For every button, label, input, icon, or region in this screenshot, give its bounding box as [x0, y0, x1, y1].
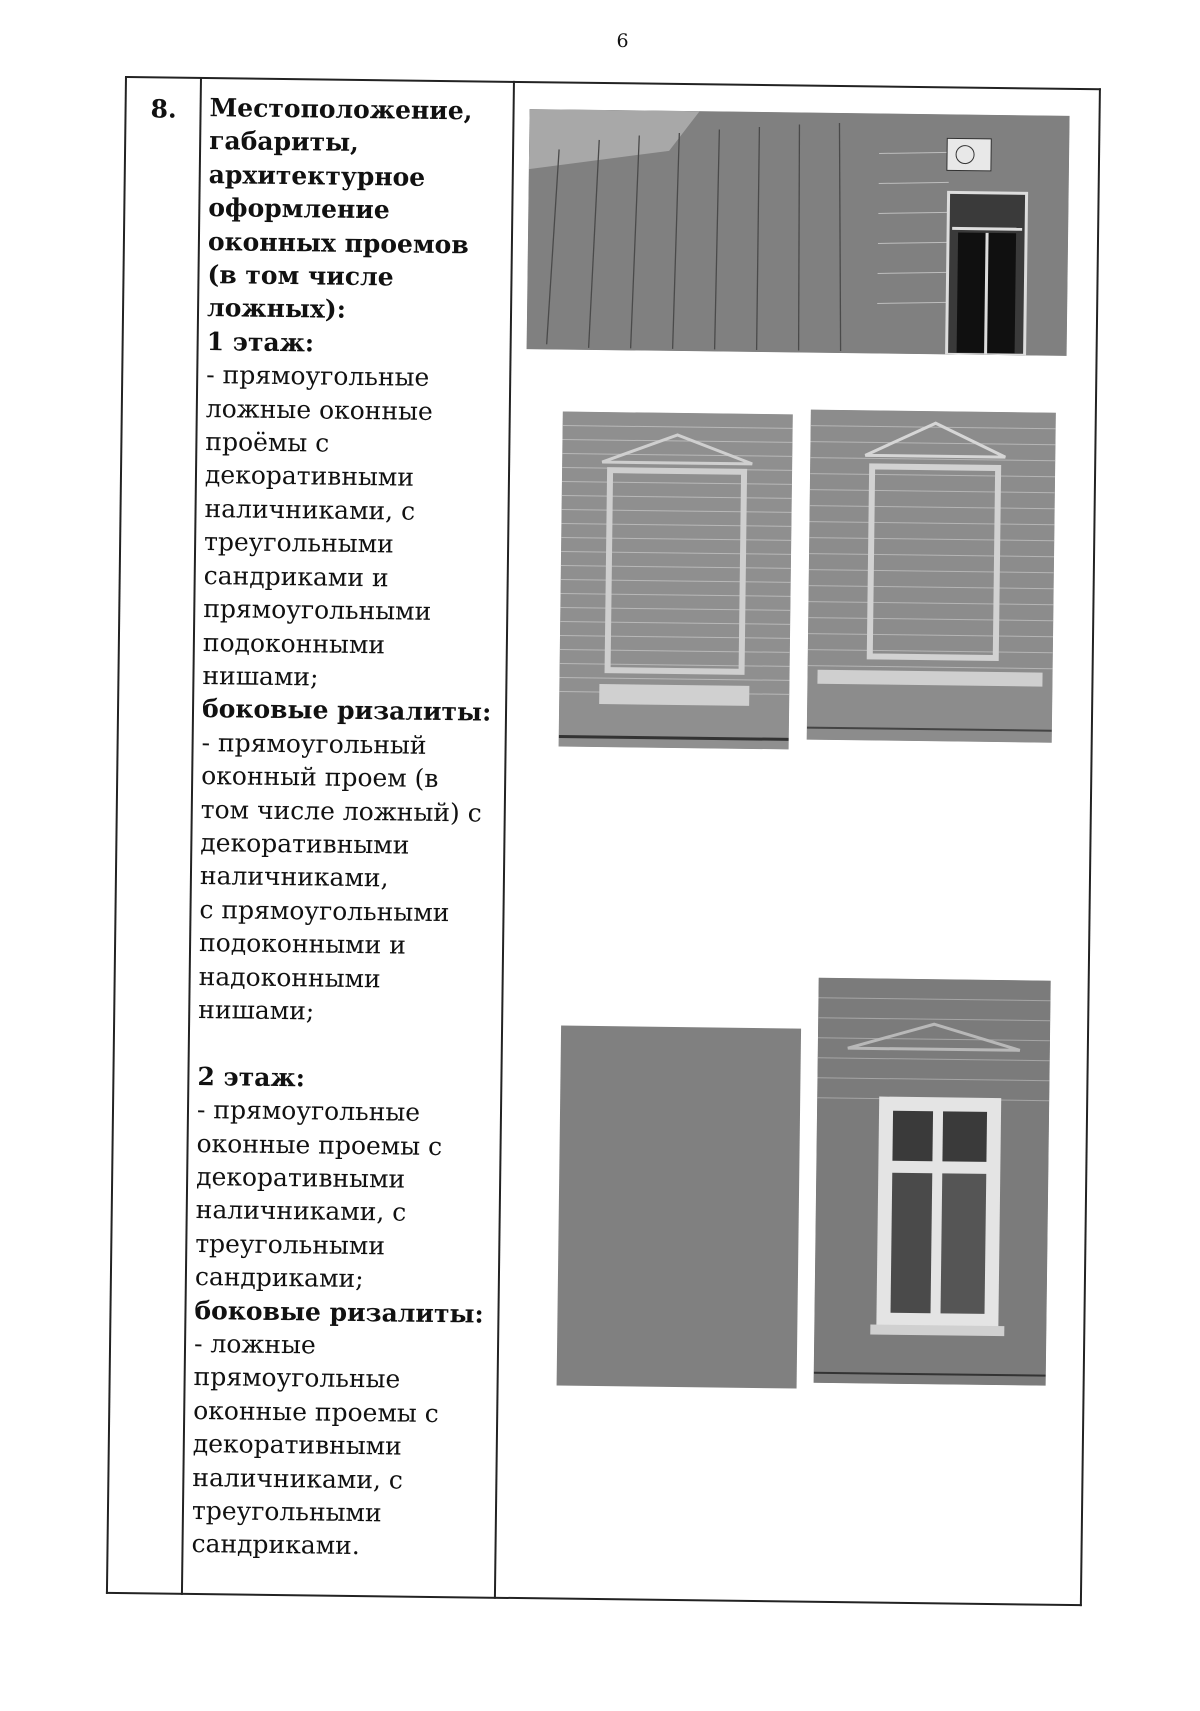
description-line: 2 этаж: [197, 1061, 306, 1093]
description-line: подоконными [202, 627, 386, 659]
description-line: боковые ризалиты: [194, 1295, 484, 1329]
facade-air-conditioner-photo [527, 109, 1070, 356]
blank-gray-photo [557, 1026, 802, 1389]
description-line: надоконными [198, 961, 381, 993]
description-line: оконный проем (в [201, 761, 439, 794]
description-line: архитектурное [208, 159, 426, 192]
blank-line [198, 1026, 488, 1063]
description-line: (в том числе [207, 260, 394, 292]
description-line: треугольными [195, 1228, 386, 1261]
row-description [191, 91, 499, 1564]
description-line: оформление [208, 193, 390, 225]
description-line: подоконными и [198, 928, 407, 960]
description-line: ложных): [206, 293, 347, 325]
description-line: декоративными [204, 460, 415, 493]
description-line: прямоугольные [193, 1362, 401, 1394]
description-line: сандриками; [194, 1262, 364, 1294]
description-line: - прямоугольный [201, 727, 427, 760]
description-line: сандриками и [203, 560, 389, 593]
description-line: прямоугольными [203, 594, 432, 626]
description-line: декоративными [195, 1161, 406, 1194]
table-left-border [106, 76, 127, 1594]
description-line: боковые ризалиты: [201, 694, 492, 727]
description-line: треугольными [191, 1496, 382, 1528]
description-line: Местоположение, [209, 93, 473, 126]
description-line: оконные проемы с [196, 1128, 443, 1161]
description-line: проёмы с [205, 427, 330, 458]
characteristics-table [106, 76, 1101, 1606]
brick-window-image [559, 412, 793, 750]
description-line: наличниками, с [195, 1195, 407, 1228]
description-line: нишами; [198, 994, 315, 1026]
second-floor-window-photo [814, 978, 1051, 1386]
description-line: декоративными [200, 827, 410, 860]
table-top-border [125, 76, 1101, 90]
description-line: - прямоугольные [206, 360, 430, 393]
page-number: 6 [616, 30, 629, 52]
table-right-border [1080, 88, 1101, 1606]
description-line: сандриками. [191, 1529, 360, 1561]
description-line: наличниками, с [192, 1462, 404, 1495]
row-number: 8. [150, 94, 177, 124]
description-line: нишами; [202, 660, 319, 692]
description-line: том числе ложный) с [200, 794, 482, 828]
description-line: - ложные [193, 1328, 316, 1360]
table-bottom-border [106, 1592, 1082, 1606]
description-line: ложные оконные [205, 393, 433, 426]
description-line: с прямоугольными [199, 894, 450, 927]
description-line: оконных проемов [207, 226, 469, 259]
description-line: габариты, [209, 126, 360, 158]
description-line: треугольными [203, 527, 394, 559]
description-line: оконные проемы с [193, 1395, 439, 1428]
brick-window-pediment-image [807, 410, 1056, 743]
false-window-ground-floor-left-photo [559, 412, 793, 750]
description-line: наличниками, с [204, 493, 416, 526]
facade-image [527, 109, 1070, 356]
description-line: декоративными [192, 1429, 403, 1461]
false-window-ground-floor-right-photo [807, 410, 1056, 743]
window-frame-image [814, 978, 1051, 1386]
description-line: 1 этаж: [206, 326, 315, 358]
description-line: наличниками, [199, 861, 389, 893]
description-line: - прямоугольные [196, 1095, 421, 1127]
